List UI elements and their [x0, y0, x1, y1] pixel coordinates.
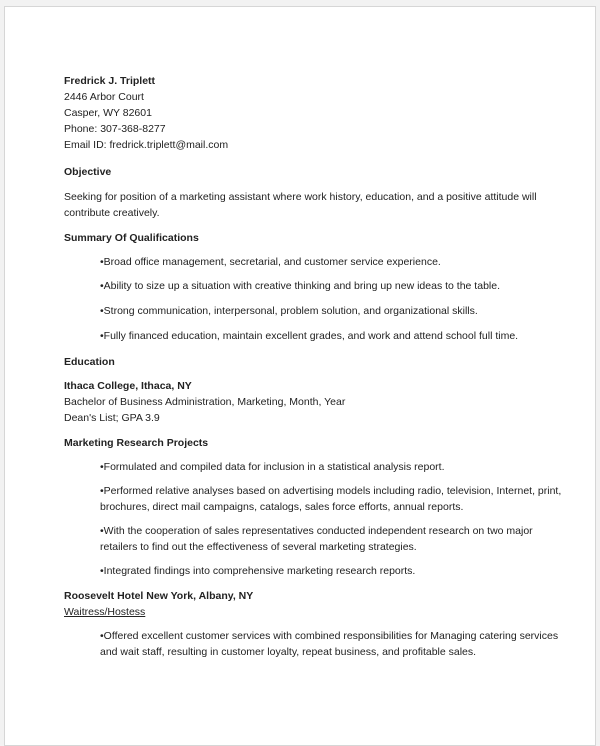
research-item: •Integrated findings into comprehensive marketing research reports.	[100, 565, 416, 577]
resume-page	[4, 6, 596, 746]
objective-title: Objective	[64, 166, 112, 178]
education-degree: Bachelor of Business Administration, Marketing, Month, Year	[64, 396, 346, 408]
qualifications-title: Summary Of Qualifications	[64, 232, 199, 244]
qualification-item: •Broad office management, secretarial, and customer service experience.	[100, 256, 441, 268]
education-school: Ithaca College, Ithaca, NY	[64, 380, 192, 392]
contact-email: Email ID: fredrick.triplett@mail.com	[64, 139, 229, 151]
contact-name: Fredrick J. Triplett	[64, 75, 156, 87]
resume-content	[64, 73, 564, 660]
contact-phone: Phone: 307-368-8277	[64, 123, 166, 135]
research-title: Marketing Research Projects	[64, 437, 209, 449]
qualification-item: •Fully financed education, maintain excellent grades, and work and attend school full time.	[100, 330, 519, 342]
objective-text: Seeking for position of a marketing assistant where work history, education, and a positive attitude will contribute creatively.	[64, 191, 537, 219]
job-role: Waitress/Hostess	[64, 606, 146, 618]
contact-street: 2446 Arbor Court	[64, 91, 144, 103]
qualification-item: •Ability to size up a situation with creative thinking and bring up new ideas to the table.	[100, 280, 500, 292]
research-item: •With the cooperation of sales representatives conducted independent research on two major retailers to find out the effectiveness of several marketing strategies.	[100, 525, 533, 553]
research-item: •Performed relative analyses based on advertising models including radio, television, Internet, print, brochures, direct mail campaigns, catalogs, sales force efforts, annual reports.	[100, 485, 562, 513]
job-item: •Offered excellent customer services with combined responsibilities for Managing catering services and wait staff, resulting in customer loyalty, repeat business, and profitable sales.	[100, 630, 559, 658]
job-employer: Roosevelt Hotel New York, Albany, NY	[64, 590, 254, 602]
contact-city: Casper, WY 82601	[64, 107, 152, 119]
education-title: Education	[64, 356, 115, 368]
education-honors: Dean's List; GPA 3.9	[64, 412, 160, 424]
qualification-item: •Strong communication, interpersonal, problem solution, and organizational skills.	[100, 305, 478, 317]
research-item: •Formulated and compiled data for inclusion in a statistical analysis report.	[100, 461, 445, 473]
